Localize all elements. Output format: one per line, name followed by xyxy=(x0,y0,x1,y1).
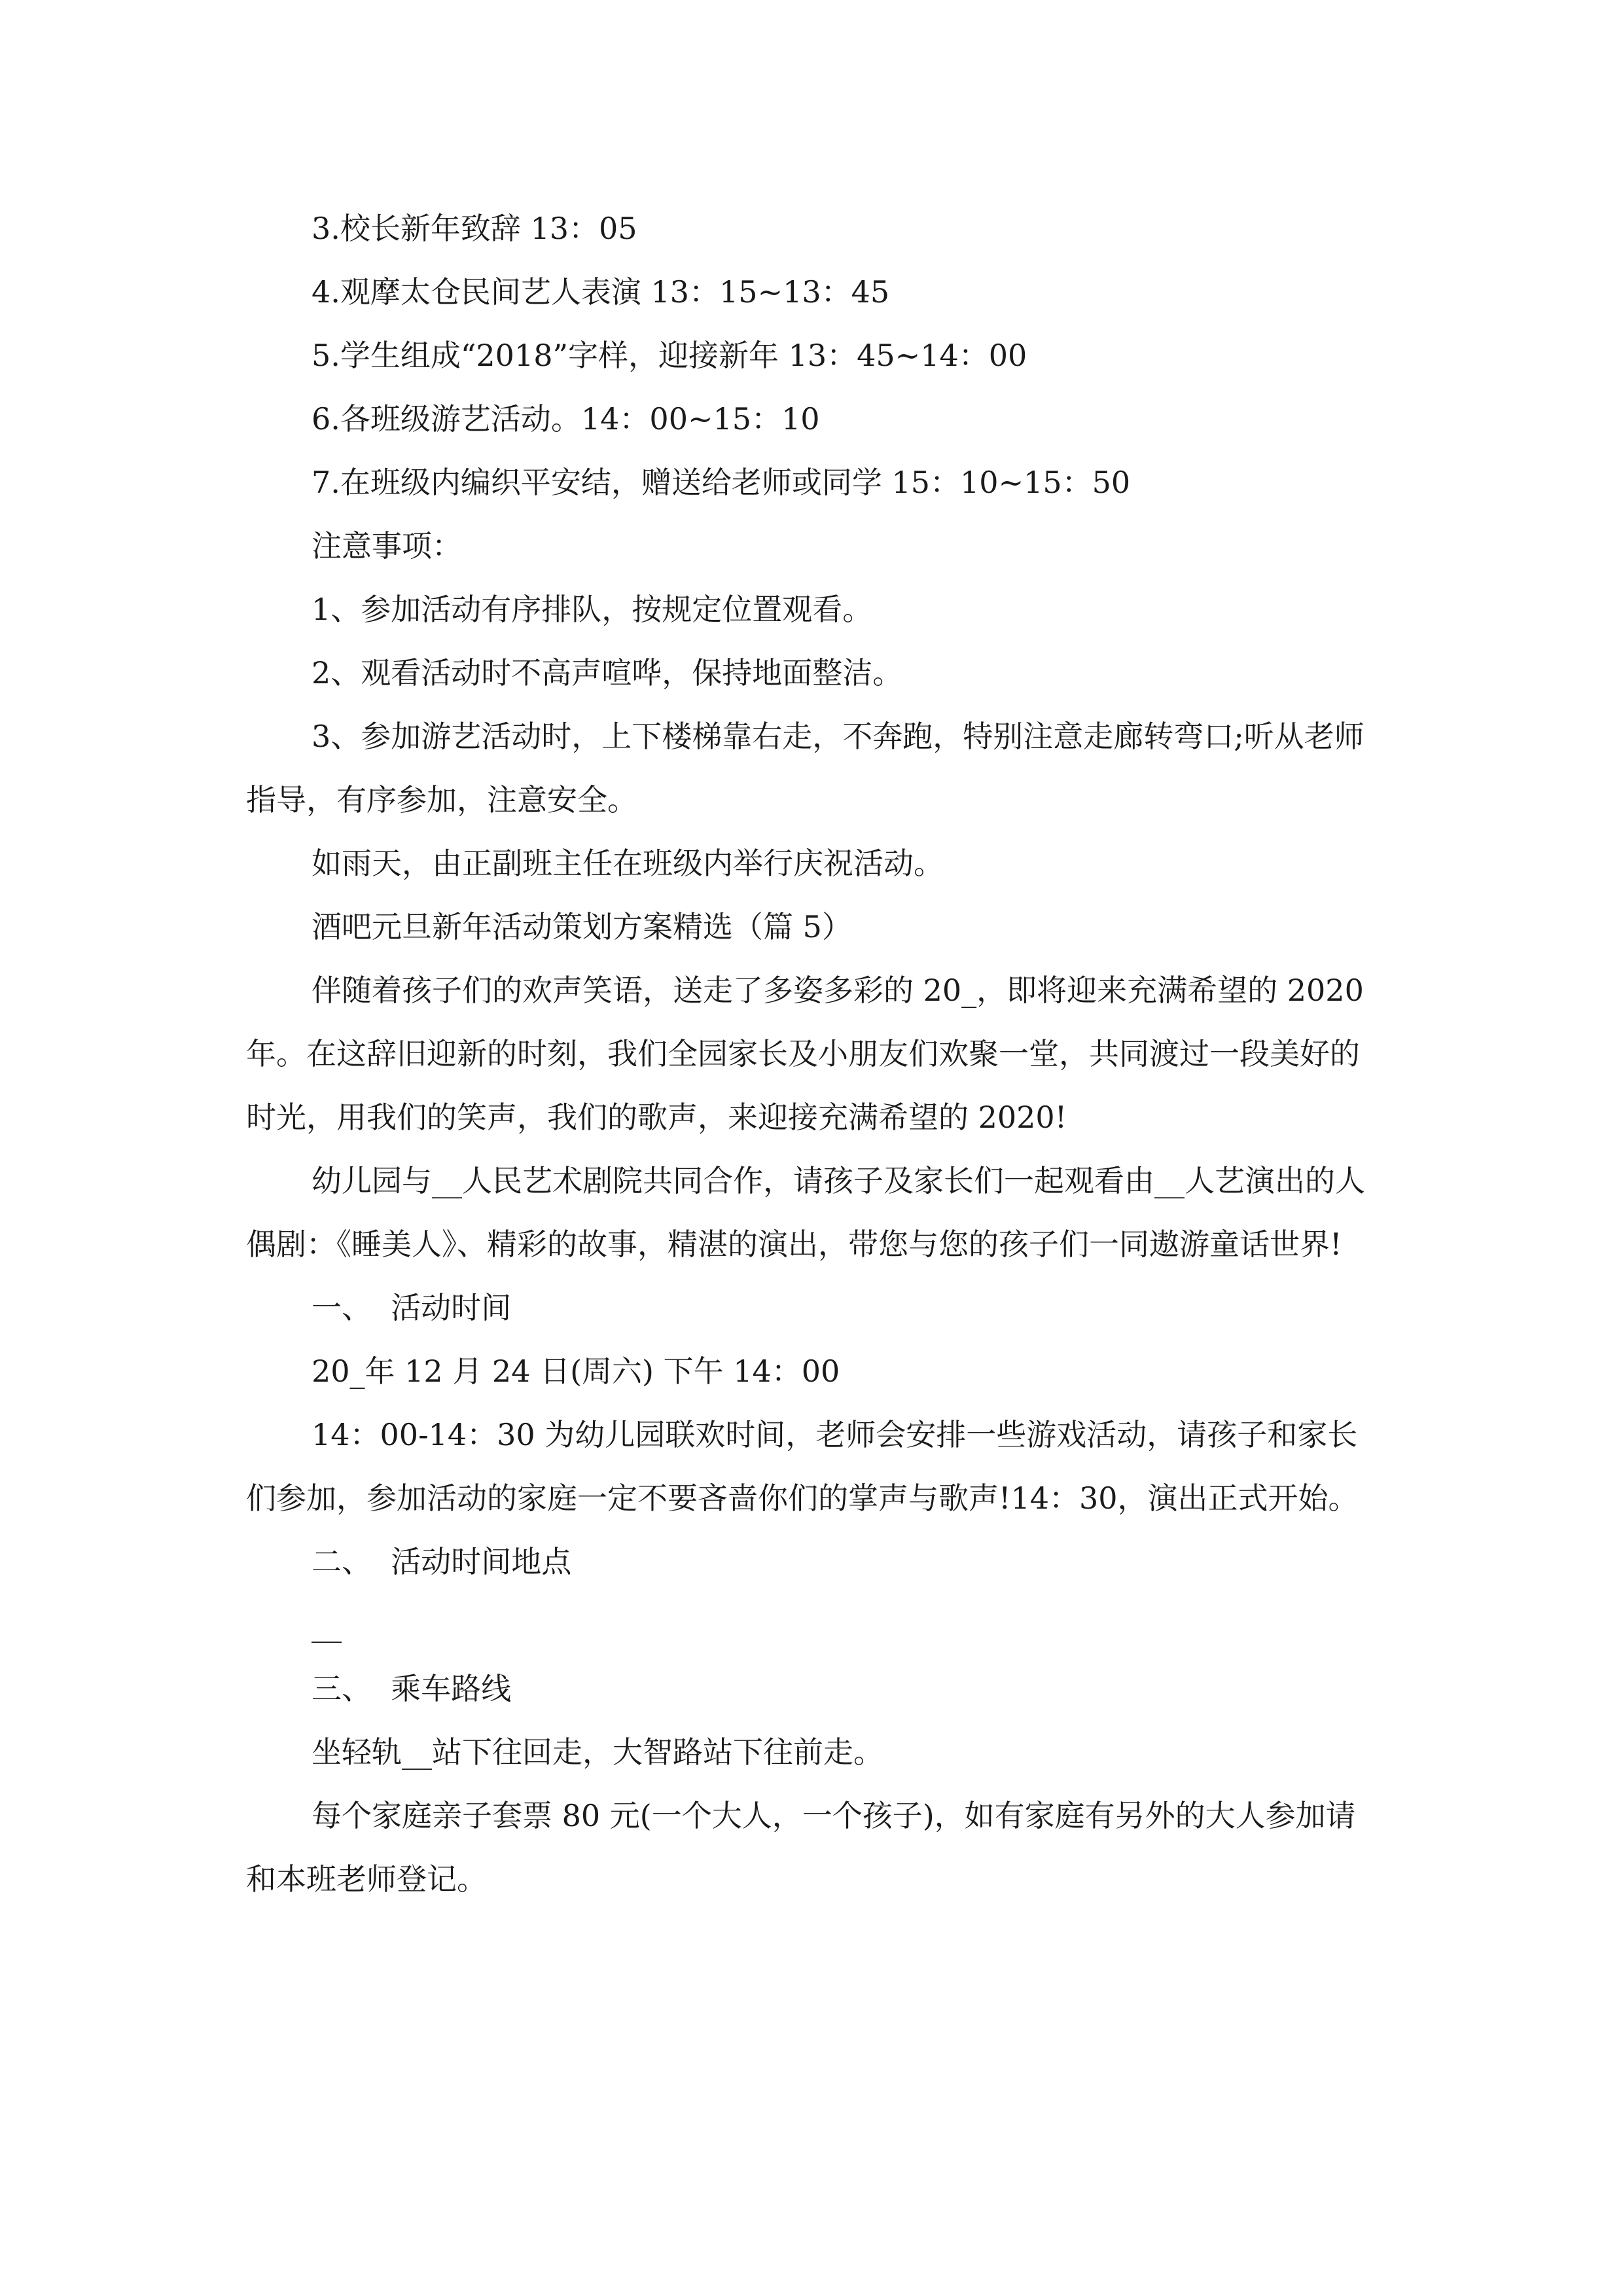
section-heading: 一、 活动时间 xyxy=(312,1290,512,1325)
paragraph: 1、参加活动有序排队，按规定位置观看。 xyxy=(312,592,873,627)
paragraph: 7.在班级内编织平安结，赠送给老师或同学 15：10~15：50 xyxy=(312,465,1131,500)
paragraph: 5.学生组成“2018”字样，迎接新年 13：45~14：00 xyxy=(312,338,1027,373)
paragraph: 2、观看活动时不高声喧哗，保持地面整洁。 xyxy=(312,655,903,691)
section-heading: 注意事项： xyxy=(312,528,462,564)
article-title: 酒吧元旦新年活动策划方案精选（篇 5） xyxy=(312,909,852,944)
paragraph: 每个家庭亲子套票 80 元(一个大人，一个孩子)，如有家庭有另外的大人参加请和本班老师登记。 xyxy=(246,1798,1356,1897)
section-heading: 二、 活动时间地点 xyxy=(312,1544,572,1579)
paragraph: 如雨天，由正副班主任在班级内举行庆祝活动。 xyxy=(312,846,944,881)
section-heading: 三、 乘车路线 xyxy=(312,1671,512,1706)
paragraph: 4.观摩太仓民间艺人表演 13：15~13：45 xyxy=(312,274,890,310)
paragraph: 3、参加游艺活动时，上下楼梯靠右走，不奔跑，特别注意走廊转弯口;听从老师指导，有序参加，注意安全。 xyxy=(246,719,1364,817)
paragraph: 坐轻轨__站下往回走，大智路站下往前走。 xyxy=(312,1734,883,1770)
paragraph: 14：00-14：30 为幼儿园联欢时间，老师会安排一些游戏活动，请孩子和家长们参加，参加活动的家庭一定不要吝啬你们的掌声与歌声!14：30，演出正式开始。 xyxy=(246,1417,1359,1516)
paragraph: 3.校长新年致辞 13：05 xyxy=(312,211,637,246)
paragraph: 伴随着孩子们的欢声笑语，送走了多姿多彩的 20_，即将迎来充满希望的 2020 年。在这辞旧迎新的时刻，我们全园家长及小朋友们欢聚一堂，共同渡过一段美好的时光，用我们的笑声，我们的歌声，来迎接充满希望的 2020! xyxy=(246,973,1374,1135)
paragraph: 幼儿园与__人民艺术剧院共同合作，请孩子及家长们一起观看由__人艺演出的人偶剧：《睡美人》、精彩的故事，精湛的演出，带您与您的孩子们一同遨游童话世界! xyxy=(246,1163,1365,1262)
paragraph: __ xyxy=(312,1607,342,1643)
paragraph: 20_年 12 月 24 日(周六) 下午 14：00 xyxy=(312,1354,840,1389)
paragraph: 6.各班级游艺活动。14：00~15：10 xyxy=(312,401,820,437)
document-body xyxy=(246,197,1380,1911)
